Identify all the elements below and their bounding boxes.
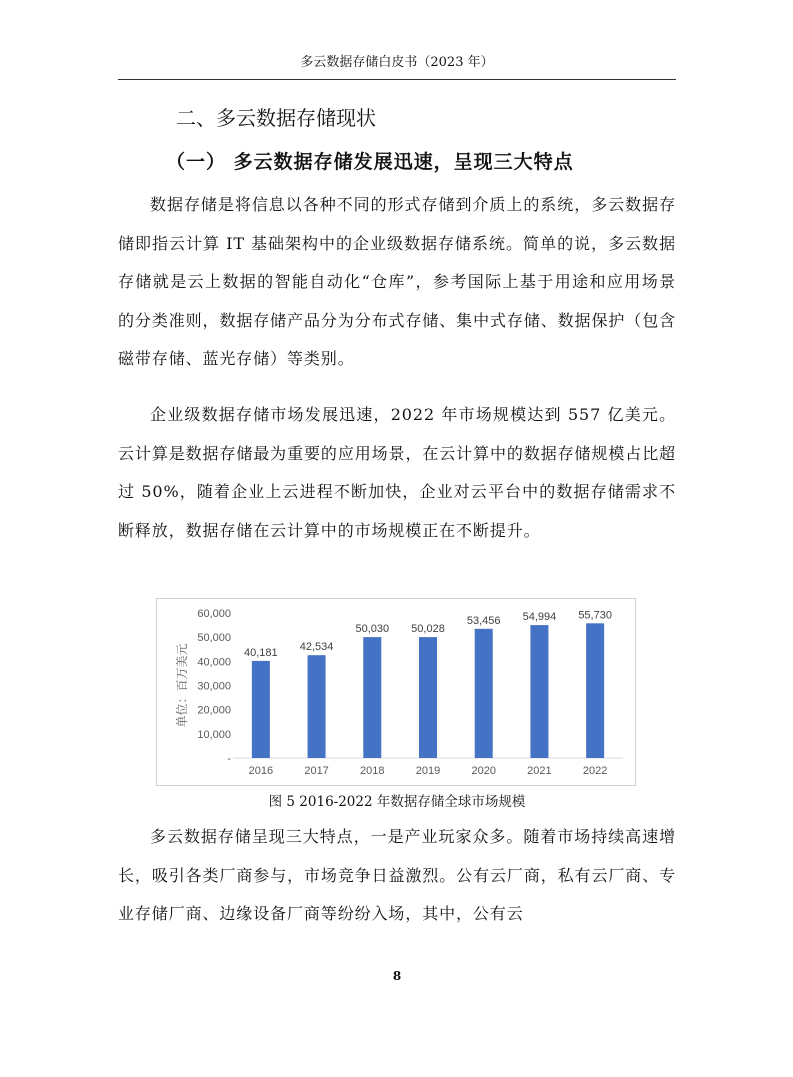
x-tick-label: 2019: [415, 765, 441, 777]
data-label: 50,028: [411, 623, 445, 636]
y-tick-label: 50,000: [197, 632, 231, 645]
bar: [308, 655, 326, 758]
figure-caption: 图 5 2016-2022 年数据存储全球市场规模: [268, 794, 526, 810]
section-heading: 二、多云数据存储现状: [176, 106, 376, 130]
bar: [475, 629, 493, 758]
data-label: 53,456: [466, 614, 501, 627]
page-number: 8: [392, 969, 402, 983]
y-tick-label: 60,000: [197, 608, 231, 620]
data-label: 50,030: [355, 623, 390, 636]
bar: [363, 637, 381, 758]
data-label: 55,730: [578, 609, 612, 622]
bar-chart-svg: [157, 599, 635, 785]
paragraph-features: 多云数据存储呈现三大特点，一是产业玩家众多。随着市场持续高速增长，吸引各类厂商参与，市场竞争日益激烈。公有云厂商，私有云厂商、专业存储厂商、边缘设备厂商等纷纷入场，其中，公有云: [118, 827, 676, 924]
y-tick-label: 20,000: [197, 704, 231, 717]
data-label: 54,994: [522, 611, 557, 624]
x-tick-label: 2020: [471, 765, 496, 777]
data-label: 40,181: [244, 646, 278, 659]
running-header: 多云数据存储白皮书（2023 年）: [300, 55, 494, 70]
paragraph-market: 企业级数据存储市场发展迅速，2022 年市场规模达到 557 亿美元。云计算是数据存储最为重要的应用场景，在云计算中的数据存储规模占比超过 50%，随着企业上云进程不断加快，企业对云平台中的数据存储需求不断释放，数据存储在云计算中的市场规模正在不断提升。: [118, 405, 676, 540]
x-tick-label: 2017: [304, 765, 329, 777]
x-tick-label: 2021: [527, 765, 552, 777]
subsection-heading: （一） 多云数据存储发展迅速，呈现三大特点: [166, 151, 574, 173]
data-label: 42,534: [299, 641, 334, 654]
y-tick-label: -: [227, 753, 231, 765]
y-tick-label: 30,000: [197, 680, 231, 693]
y-tick-label: 10,000: [197, 728, 231, 741]
paragraph-definition: 数据存储是将信息以各种不同的形式存储到介质上的系统，多云数据存储即指云计算 IT 基础架构中的企业级数据存储系统。简单的说，多云数据存储就是云上数据的智能自动化“仓库”，参考国际上基于用途和应用场景的分类准则，数据存储产品分为分布式存储、集中式存储、数据保护（包含磁带存储、蓝光存储）等类别。: [118, 195, 676, 369]
x-tick-label: 2022: [582, 765, 608, 777]
bar-chart: [156, 598, 636, 786]
x-tick-label: 2018: [360, 765, 385, 777]
y-axis-title: 单位：百万美元: [175, 643, 189, 728]
bar: [419, 637, 437, 758]
bar: [530, 625, 548, 758]
header-rule: [118, 79, 676, 80]
y-tick-label: 40,000: [197, 656, 231, 669]
x-tick-label: 2016: [248, 765, 274, 777]
bar: [586, 623, 604, 758]
bar: [252, 661, 270, 758]
